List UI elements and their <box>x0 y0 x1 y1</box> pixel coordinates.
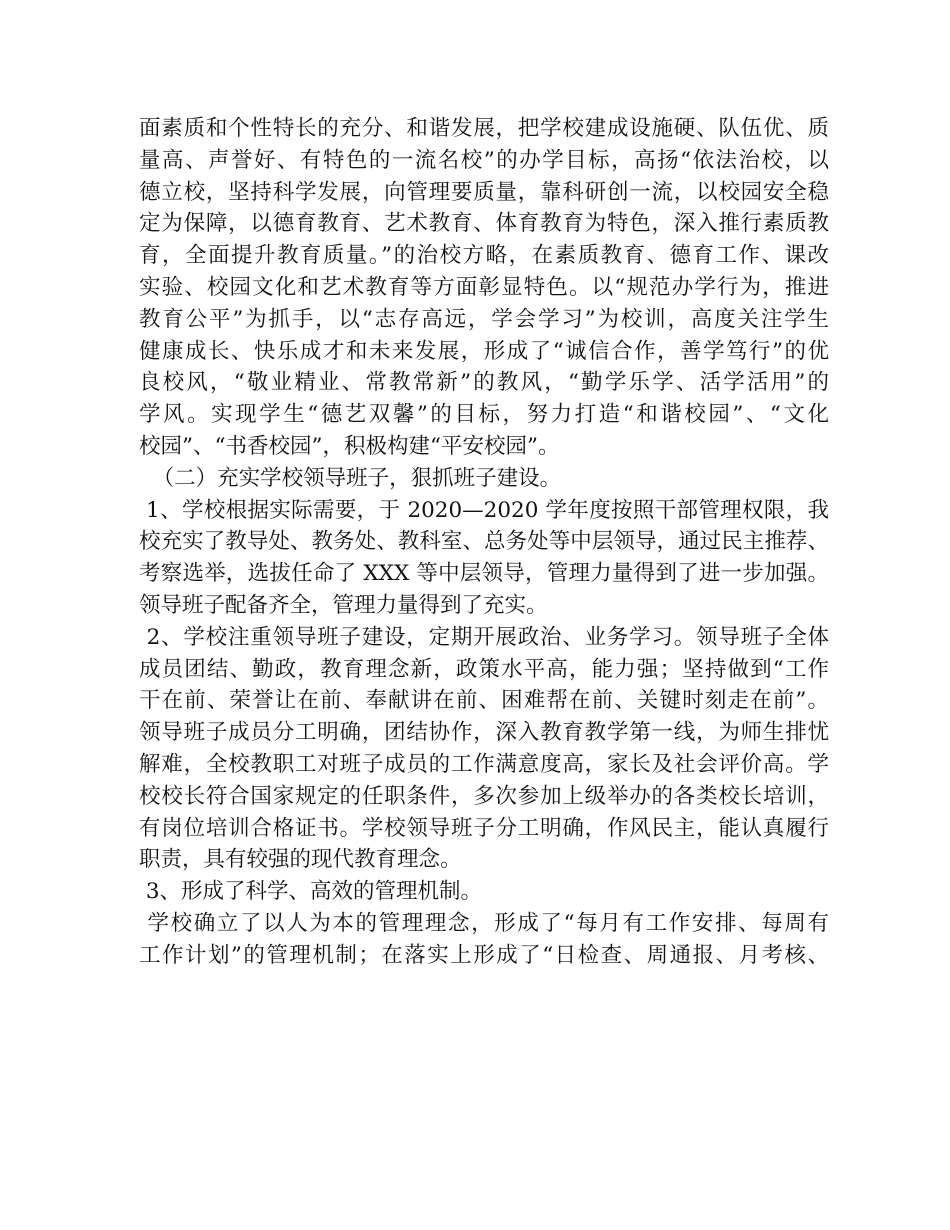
text-line: 良校风，“敬业精业、常教常新”的教风，“勤学乐学、活学活用”的 <box>139 370 829 396</box>
text-line: 面素质和个性特长的充分、和谐发展，把学校建成设施硬、队伍优、质 <box>139 116 829 141</box>
text-line: 育，全面提升教育质量。”的治校方略，在素质教育、德育工作、课改 <box>139 243 829 269</box>
text-line: 有岗位培训合格证书。学校领导班子分工明确，作风民主，能认真履行 <box>139 815 829 841</box>
text-line: 2、学校注重领导班子建设，定期开展政治、业务学习。领导班子全体 <box>139 624 829 650</box>
text-line: 实验、校园文化和艺术教育等方面彰显特色。以“规范办学行为，推进 <box>139 274 829 300</box>
text-line: 健康成长、快乐成才和未来发展，形成了“诚信合作，善学笃行”的优 <box>139 338 829 364</box>
text-line: 工作计划”的管理机制；在落实上形成了“日检查、周通报、月考核、 <box>139 942 829 968</box>
text-line: 校校长符合国家规定的任职条件，多次参加上级举办的各类校长培训， <box>139 783 829 809</box>
text-line: 学校确立了以人为本的管理理念，形成了“每月有工作安排、每周有 <box>139 910 829 936</box>
text-line: 领导班子成员分工明确，团结协作，深入教育教学第一线，为师生排忧 <box>139 720 829 746</box>
text-line: 解难，全校教职工对班子成员的工作满意度高，家长及社会评价高。学 <box>139 751 829 777</box>
text-line: 定为保障，以德育教育、艺术教育、体育教育为特色，深入推行素质教 <box>139 211 829 237</box>
text-line: 考察选举，选拔任命了 XXX 等中层领导，管理力量得到了进一步加强。 <box>139 561 829 587</box>
section-heading: （二）充实学校领导班子，狠抓班子建设。 <box>139 465 562 491</box>
text-line: 职责，具有较强的现代教育理念。 <box>139 847 462 873</box>
text-line: 领导班子配备齐全，管理力量得到了充实。 <box>139 592 548 618</box>
text-line: 3、形成了科学、高效的管理机制。 <box>139 879 483 905</box>
text-line: 校充实了教导处、教务处、教科室、总务处等中层领导，通过民主推荐、 <box>139 529 829 555</box>
text-line: 量高、声誉好、有特色的一流名校”的办学目标，高扬“依法治校，以 <box>139 147 829 173</box>
document-body <box>139 113 829 972</box>
text-line: 校园”、“书香校园”，积极构建“平安校园”。 <box>139 433 560 459</box>
text-line: 德立校，坚持科学发展，向管理要质量，靠科研创一流，以校园安全稳 <box>139 179 829 205</box>
text-line: 1、学校根据实际需要，于 2020—2020 学年度按照干部管理权限，我 <box>139 497 829 523</box>
text-line: 干在前、荣誉让在前、奉献讲在前、困难帮在前、关键时刻走在前”。 <box>139 688 829 714</box>
text-line: 教育公平”为抓手，以“志存高远，学会学习”为校训，高度关注学生 <box>139 306 829 332</box>
text-line: 学风。实现学生“德艺双馨”的目标，努力打造“和谐校园”、“文化 <box>139 402 829 428</box>
text-line: 成员团结、勤政，教育理念新，政策水平高，能力强；坚持做到“工作 <box>139 656 829 682</box>
